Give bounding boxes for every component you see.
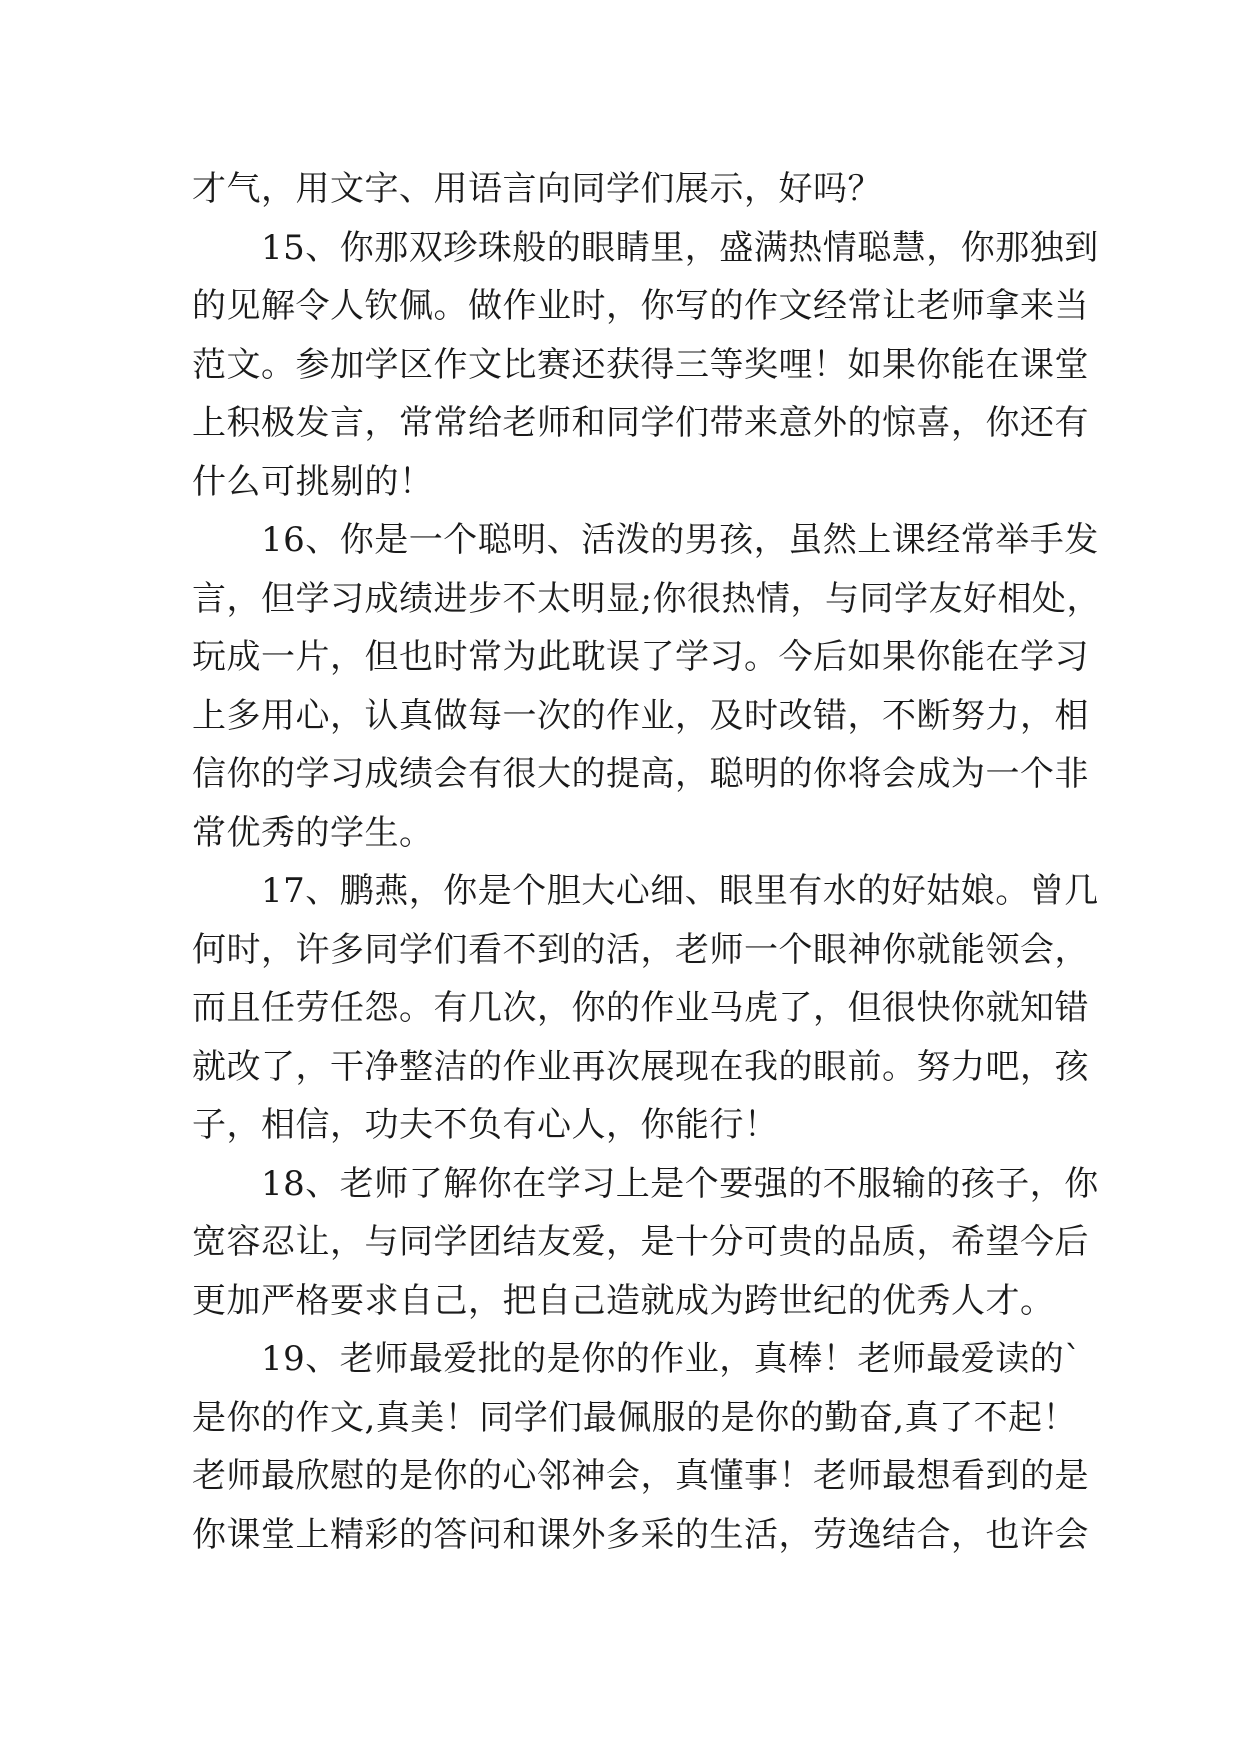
text-line: 的见解令人钦佩。做作业时，你写的作文经常让老师拿来当 [192, 286, 1089, 326]
text-line: 你课堂上精彩的答问和课外多采的生活，劳逸结合，也许会 [192, 1514, 1089, 1555]
text-line: 常优秀的学生。 [192, 812, 434, 853]
text-line: 才气，用文字、用语言向同学们展示，好吗？ [192, 169, 882, 209]
text-line: 18、老师了解你在学习上是个要强的不服输的孩子，你 [192, 1163, 1099, 1204]
text-line: 19、老师最爱批的是你的作业，真棒！老师最爱读的` [192, 1339, 1082, 1379]
text-line: 而且任劳任怨。有几次，你的作业马虎了，但很快你就知错 [192, 988, 1089, 1028]
text-line: 更加严格要求自己，把自己造就成为跨世纪的优秀人才。 [192, 1280, 1055, 1321]
text-line: 老师最欣慰的是你的心邻神会，真懂事！老师最想看到的是 [192, 1456, 1089, 1496]
text-line: 16、你是一个聪明、活泼的男孩，虽然上课经常举手发 [192, 520, 1099, 560]
text-line: 何时，许多同学们看不到的活，老师一个眼神你就能领会， [192, 929, 1089, 970]
text-line: 言，但学习成绩进步不太明显;你很热情，与同学友好相处， [192, 578, 1101, 619]
text-line: 15、你那双珍珠般的眼睛里，盛满热情聪慧，你那独到 [192, 227, 1099, 268]
text-line: 上积极发言，常常给老师和同学们带来意外的惊喜，你还有 [192, 403, 1089, 443]
text-line: 玩成一片，但也时常为此耽误了学习。今后如果你能在学习 [192, 637, 1089, 677]
body-text [192, 160, 1101, 1564]
text-line: 范文。参加学区作文比赛还获得三等奖哩！如果你能在课堂 [192, 344, 1089, 385]
text-line: 子，相信，功夫不负有心人，你能行！ [192, 1105, 779, 1145]
text-line: 是你的作文,真美！同学们最佩服的是你的勤奋,真了不起！ [192, 1397, 1078, 1438]
text-line: 宽容忍让，与同学团结友爱，是十分可贵的品质，希望今后 [192, 1222, 1089, 1262]
text-line: 信你的学习成绩会有很大的提高，聪明的你将会成为一个非 [192, 754, 1089, 794]
text-line: 17、鹏燕，你是个胆大心细、眼里有水的好姑娘。曾几 [192, 871, 1099, 911]
text-line: 上多用心，认真做每一次的作业，及时改错，不断努力，相 [192, 695, 1089, 736]
text-line: 什么可挑剔的！ [192, 461, 434, 502]
text-line: 就改了，干净整洁的作业再次展现在我的眼前。努力吧，孩 [192, 1046, 1089, 1087]
